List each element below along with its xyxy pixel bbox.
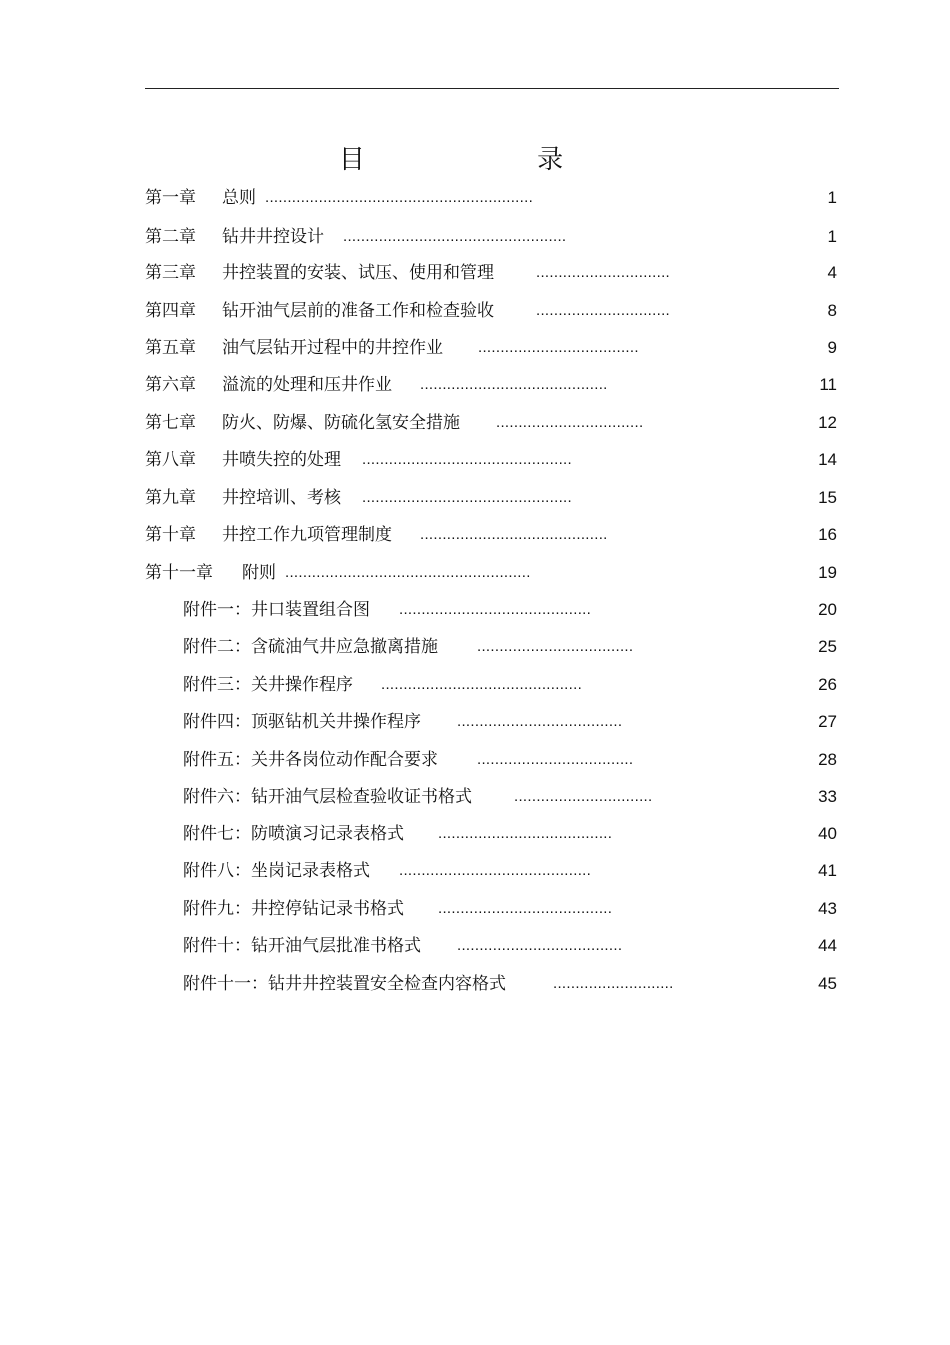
appendix-title: 附件十一：钻井井控装置安全检查内容格式 <box>183 974 506 994</box>
toc-entry[interactable] <box>0 972 950 996</box>
page-number: 27 <box>818 712 837 731</box>
appendix-title: 附件九：井控停钻记录书格式 <box>183 899 404 919</box>
dot-leader: ............................................... <box>362 489 572 506</box>
appendix-title: 附件三：关井操作程序 <box>183 675 353 695</box>
chapter-title: 总则 <box>222 188 256 208</box>
page-number: 43 <box>818 899 837 918</box>
chapter-title: 井喷失控的处理 <box>222 450 341 470</box>
dot-leader: ............................................... <box>362 451 572 468</box>
page-number: 4 <box>827 263 837 282</box>
page-number: 40 <box>818 824 837 843</box>
dot-leader: ....................................... <box>438 900 613 917</box>
toc-title: 目 录 <box>338 145 646 175</box>
page-number: 20 <box>818 600 837 619</box>
toc-entry[interactable] <box>0 373 950 397</box>
page-number: 9 <box>827 338 837 357</box>
dot-leader: .......................................... <box>420 376 608 393</box>
toc-entry[interactable] <box>0 411 950 435</box>
chapter-title: 溢流的处理和压井作业 <box>222 375 392 395</box>
chapter-title: 钻开油气层前的准备工作和检查验收 <box>222 301 494 321</box>
chapter-title: 防火、防爆、防硫化氢安全措施 <box>222 413 460 433</box>
page-number: 1 <box>827 188 837 207</box>
toc-entry[interactable] <box>0 561 950 585</box>
toc-entry[interactable] <box>0 934 950 958</box>
toc-entry[interactable] <box>0 635 950 659</box>
page-number: 44 <box>818 936 837 955</box>
dot-leader: ........................................... <box>399 862 592 879</box>
dot-leader: ....................................................... <box>285 564 531 581</box>
toc-entry[interactable] <box>0 710 950 734</box>
chapter-number: 第四章 <box>145 301 196 321</box>
dot-leader: ............................... <box>514 788 653 805</box>
chapter-title: 附则 <box>242 563 276 583</box>
chapter-number: 第七章 <box>145 413 196 433</box>
appendix-title: 附件六：钻开油气层检查验收证书格式 <box>183 787 472 807</box>
page-number: 1 <box>827 227 837 246</box>
chapter-number: 第一章 <box>145 188 196 208</box>
chapter-number: 第二章 <box>145 227 196 247</box>
page-number: 19 <box>818 563 837 582</box>
appendix-title: 附件十：钻开油气层批准书格式 <box>183 936 421 956</box>
chapter-number: 第三章 <box>145 263 196 283</box>
page-number: 33 <box>818 787 837 806</box>
dot-leader: ....................................... <box>438 825 613 842</box>
toc-entry[interactable] <box>0 486 950 510</box>
page-number: 16 <box>818 525 837 544</box>
toc-entry[interactable] <box>0 299 950 323</box>
chapter-number: 第八章 <box>145 450 196 470</box>
chapter-title: 油气层钻开过程中的井控作业 <box>222 338 443 358</box>
dot-leader: .............................. <box>536 264 671 281</box>
page-number: 15 <box>818 488 837 507</box>
chapter-title: 井控装置的安装、试压、使用和管理 <box>222 263 494 283</box>
toc-entry[interactable] <box>0 336 950 360</box>
page-number: 11 <box>819 375 837 394</box>
toc-entry[interactable] <box>0 448 950 472</box>
dot-leader: ........................... <box>553 975 674 992</box>
toc-entry[interactable] <box>0 225 950 249</box>
dot-leader: ..................................... <box>457 937 623 954</box>
page-number: 26 <box>818 675 837 694</box>
chapter-number: 第十一章 <box>145 563 213 583</box>
toc-entry[interactable] <box>0 897 950 921</box>
toc-entry[interactable] <box>0 822 950 846</box>
chapter-number: 第十章 <box>145 525 196 545</box>
toc-entry[interactable] <box>0 523 950 547</box>
page-number: 8 <box>827 301 837 320</box>
toc-entry[interactable] <box>0 186 950 210</box>
toc-entry[interactable] <box>0 859 950 883</box>
toc-entry[interactable] <box>0 748 950 772</box>
toc-entry[interactable] <box>0 261 950 285</box>
chapter-title: 钻井井控设计 <box>222 227 324 247</box>
chapter-number: 第五章 <box>145 338 196 358</box>
page-number: 41 <box>818 861 837 880</box>
appendix-title: 附件四：顶驱钻机关井操作程序 <box>183 712 421 732</box>
dot-leader: ........................................... <box>399 601 592 618</box>
toc-entry[interactable] <box>0 673 950 697</box>
dot-leader: ................................... <box>477 751 634 768</box>
appendix-title: 附件二：含硫油气井应急撤离措施 <box>183 637 438 657</box>
toc-entry[interactable] <box>0 785 950 809</box>
chapter-number: 第九章 <box>145 488 196 508</box>
page-number: 25 <box>818 637 837 656</box>
chapter-number: 第六章 <box>145 375 196 395</box>
page-number: 14 <box>818 450 837 469</box>
dot-leader: ................................... <box>477 638 634 655</box>
dot-leader: .................................................. <box>343 228 567 245</box>
header-rule <box>145 88 839 89</box>
dot-leader: .............................. <box>536 302 671 319</box>
chapter-title: 井控培训、考核 <box>222 488 341 508</box>
dot-leader: ..................................... <box>457 713 623 730</box>
appendix-title: 附件五：关井各岗位动作配合要求 <box>183 750 438 770</box>
dot-leader: ................................. <box>496 414 644 431</box>
dot-leader: ............................................................ <box>265 189 534 206</box>
dot-leader: .......................................... <box>420 526 608 543</box>
dot-leader: .................................... <box>478 339 639 356</box>
page-number: 12 <box>818 413 837 432</box>
page-number: 45 <box>818 974 837 993</box>
chapter-title: 井控工作九项管理制度 <box>222 525 392 545</box>
dot-leader: ............................................. <box>381 676 583 693</box>
appendix-title: 附件一：井口装置组合图 <box>183 600 370 620</box>
appendix-title: 附件八：坐岗记录表格式 <box>183 861 370 881</box>
page-number: 28 <box>818 750 837 769</box>
appendix-title: 附件七：防喷演习记录表格式 <box>183 824 404 844</box>
toc-entry[interactable] <box>0 598 950 622</box>
